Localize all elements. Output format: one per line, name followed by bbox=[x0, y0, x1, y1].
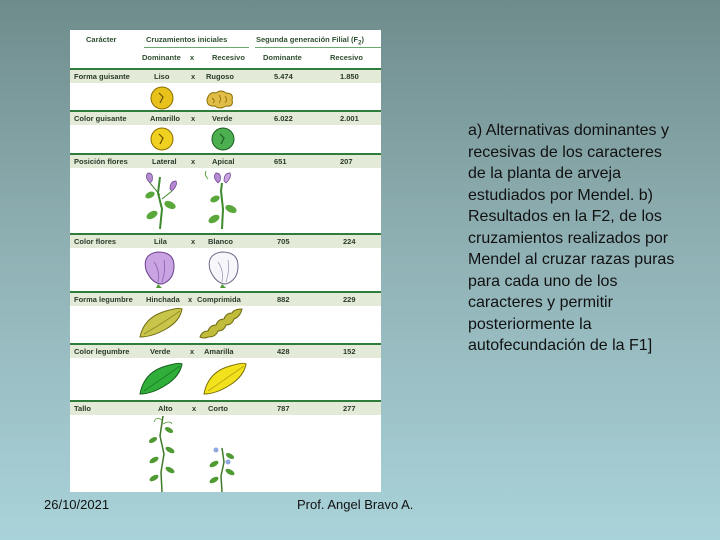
row-x: x bbox=[191, 72, 196, 81]
row-f2-recesivo: 229 bbox=[343, 295, 356, 304]
row-caracter: Tallo bbox=[74, 404, 91, 413]
date-footer: 26/10/2021 bbox=[44, 497, 110, 512]
header-caracter: Carácter bbox=[86, 35, 117, 44]
author-footer: Prof. Angel Bravo A. bbox=[297, 497, 414, 512]
row-x: x bbox=[191, 114, 196, 123]
row-caracter: Forma guisante bbox=[74, 72, 130, 81]
row-f2-recesivo: 1.850 bbox=[340, 72, 359, 81]
row-recesivo: Corto bbox=[208, 404, 228, 413]
row-f2-dominante: 651 bbox=[274, 157, 287, 166]
row-dominante: Liso bbox=[154, 72, 170, 81]
row-f2-dominante: 5.474 bbox=[274, 72, 293, 81]
purple-flower-icon bbox=[140, 248, 180, 290]
row-f2-dominante: 6.022 bbox=[274, 114, 293, 123]
row-caracter: Color guisante bbox=[74, 114, 127, 123]
row-recesivo: Amarilla bbox=[204, 347, 234, 356]
row-dominante: Alto bbox=[158, 404, 173, 413]
row-caracter: Color flores bbox=[74, 237, 117, 246]
subheader-recesivo-f2: Recesivo bbox=[330, 53, 363, 62]
lateral-flower-plant-icon bbox=[136, 169, 186, 231]
row-caracter: Posición flores bbox=[74, 157, 128, 166]
row-f2-recesivo: 2.001 bbox=[340, 114, 359, 123]
row-dominante: Lateral bbox=[152, 157, 177, 166]
wrinkled-pea-icon bbox=[204, 88, 236, 110]
row-x: x bbox=[190, 347, 195, 356]
row-dominante: Lila bbox=[154, 237, 167, 246]
row-f2-dominante: 705 bbox=[277, 237, 290, 246]
apical-flower-plant-icon bbox=[198, 169, 248, 231]
header-segunda-sub: 2 bbox=[358, 40, 362, 47]
subheader-dominante-f2: Dominante bbox=[263, 53, 302, 62]
header-rule-cruz bbox=[144, 47, 249, 48]
row-caracter: Color legumbre bbox=[74, 347, 130, 356]
row-x: x bbox=[192, 404, 197, 413]
row-x: x bbox=[188, 295, 193, 304]
row-recesivo: Blanco bbox=[208, 237, 234, 246]
caption-text: a) Alternativas dominantes y recesivas de los caracteres de la planta de arveja estudiados por Mendel. b) Resultados en la F2, de los cruzamientos realizados por Mendel al cruzar razas puras para cada uno de los caracteres y permitir posteriormente la autofecundación de la F1] bbox=[468, 122, 675, 354]
row-f2-dominante: 787 bbox=[277, 404, 290, 413]
header-cruzamientos: Cruzamientos iniciales bbox=[146, 35, 228, 44]
row-recesivo: Rugoso bbox=[206, 72, 234, 81]
row-dominante: Verde bbox=[150, 347, 171, 356]
yellow-pea-icon bbox=[148, 126, 176, 152]
row-f2-dominante: 428 bbox=[277, 347, 290, 356]
row-f2-dominante: 882 bbox=[277, 295, 290, 304]
table-subheader bbox=[70, 50, 381, 66]
yellow-pod-icon bbox=[200, 358, 250, 398]
mendel-table bbox=[70, 30, 381, 492]
short-plant-icon bbox=[202, 440, 242, 492]
row-f2-recesivo: 224 bbox=[343, 237, 356, 246]
header-segunda-close: ) bbox=[361, 35, 364, 44]
tall-plant-icon bbox=[142, 414, 182, 492]
table-header bbox=[70, 30, 381, 48]
green-pod-icon bbox=[136, 358, 186, 398]
row-f2-recesivo: 207 bbox=[340, 157, 353, 166]
constricted-pod-icon bbox=[196, 305, 246, 341]
row-dominante: Hinchada bbox=[146, 295, 180, 304]
row-f2-recesivo: 152 bbox=[343, 347, 356, 356]
header-segunda-text: Segunda generación Filial (F bbox=[256, 35, 359, 44]
header-rule-f2 bbox=[255, 47, 381, 48]
round-pea-icon bbox=[148, 85, 176, 111]
row-x: x bbox=[191, 237, 196, 246]
subheader-recesivo: Recesivo bbox=[212, 53, 245, 62]
header-segunda-generacion bbox=[256, 32, 364, 48]
row-caracter: Forma legumbre bbox=[74, 295, 133, 304]
inflated-pod-icon bbox=[136, 305, 186, 341]
row-recesivo: Verde bbox=[212, 114, 233, 123]
row-dominante: Amarillo bbox=[150, 114, 181, 123]
row-f2-recesivo: 277 bbox=[343, 404, 356, 413]
green-pea-icon bbox=[209, 126, 237, 152]
row-x: x bbox=[191, 157, 196, 166]
subheader-dominante: Dominante bbox=[142, 53, 181, 62]
row-recesivo: Apical bbox=[212, 157, 235, 166]
row-recesivo: Comprimida bbox=[197, 295, 241, 304]
white-flower-icon bbox=[204, 248, 244, 290]
subheader-x: x bbox=[190, 53, 195, 62]
